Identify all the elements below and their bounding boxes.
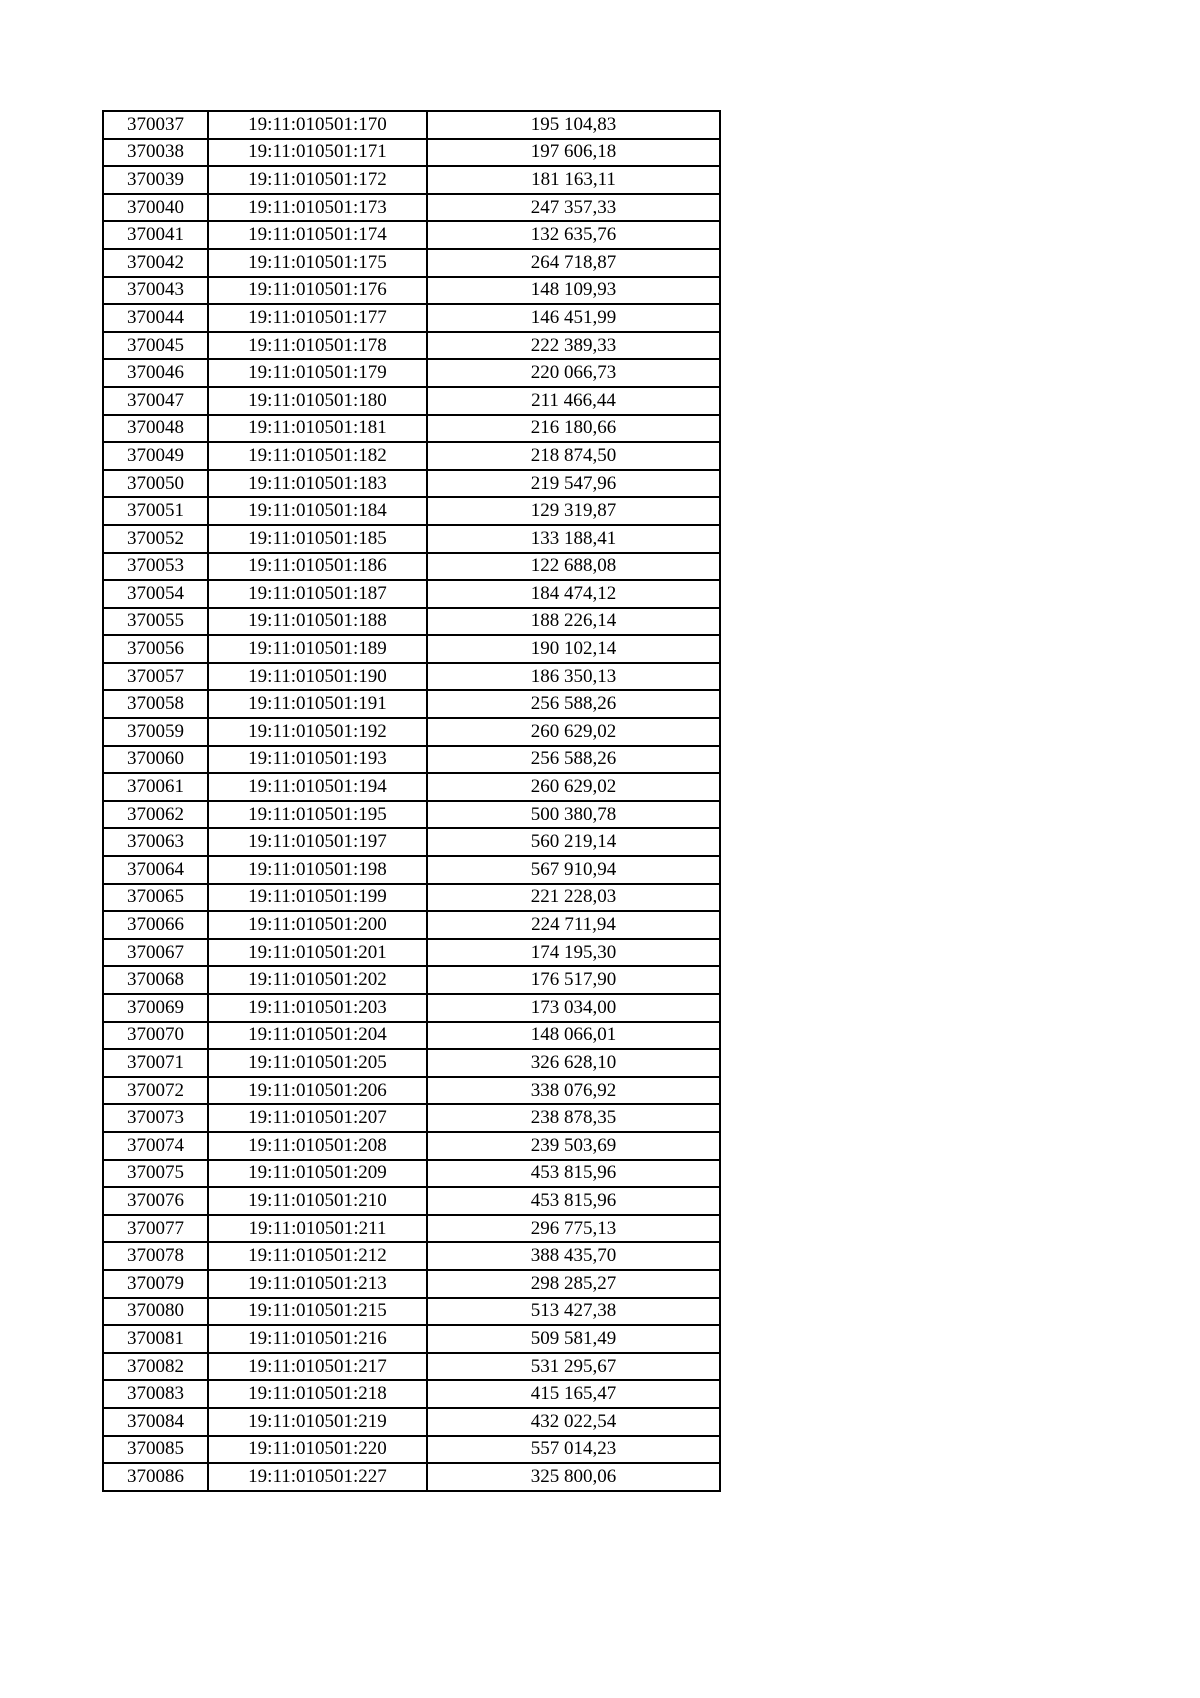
cadastral-number-cell: 19:11:010501:171 — [208, 139, 427, 167]
cadastral-number-cell: 19:11:010501:219 — [208, 1408, 427, 1436]
object-number-cell: 370075 — [103, 1160, 208, 1188]
object-number-cell: 370076 — [103, 1187, 208, 1215]
object-number-cell: 370051 — [103, 497, 208, 525]
object-number-cell: 370039 — [103, 166, 208, 194]
object-number-cell: 370052 — [103, 525, 208, 553]
cadastral-number-cell: 19:11:010501:211 — [208, 1215, 427, 1243]
object-number-cell: 370057 — [103, 663, 208, 691]
table-row — [103, 801, 720, 829]
cadastral-value-cell: 264 718,87 — [427, 249, 720, 277]
table-row — [103, 1132, 720, 1160]
object-number-cell: 370042 — [103, 249, 208, 277]
cadastral-value-cell: 186 350,13 — [427, 663, 720, 691]
cadastral-number-cell: 19:11:010501:227 — [208, 1463, 427, 1491]
table-row — [103, 249, 720, 277]
cadastral-number-cell: 19:11:010501:179 — [208, 359, 427, 387]
table-row — [103, 1242, 720, 1270]
cadastral-number-cell: 19:11:010501:189 — [208, 635, 427, 663]
object-number-cell: 370058 — [103, 690, 208, 718]
object-number-cell: 370084 — [103, 1408, 208, 1436]
object-number-cell: 370055 — [103, 608, 208, 636]
cadastral-value-cell: 148 109,93 — [427, 277, 720, 305]
cadastral-value-cell: 325 800,06 — [427, 1463, 720, 1491]
cadastral-value-cell: 247 357,33 — [427, 194, 720, 222]
table-row — [103, 139, 720, 167]
table-row — [103, 1270, 720, 1298]
cadastral-value-cell: 509 581,49 — [427, 1325, 720, 1353]
cadastral-value-cell: 256 588,26 — [427, 690, 720, 718]
table-row — [103, 1049, 720, 1077]
cadastral-value-cell: 221 228,03 — [427, 884, 720, 912]
table-row — [103, 1022, 720, 1050]
table-row — [103, 635, 720, 663]
table-row — [103, 1298, 720, 1326]
table-row — [103, 1104, 720, 1132]
table-row — [103, 1187, 720, 1215]
table-row — [103, 387, 720, 415]
table-row — [103, 470, 720, 498]
object-number-cell: 370038 — [103, 139, 208, 167]
cadastral-value-cell: 173 034,00 — [427, 994, 720, 1022]
cadastral-value-cell: 298 285,27 — [427, 1270, 720, 1298]
object-number-cell: 370078 — [103, 1242, 208, 1270]
object-number-cell: 370053 — [103, 553, 208, 581]
cadastral-value-cell: 260 629,02 — [427, 718, 720, 746]
cadastral-value-cell: 453 815,96 — [427, 1160, 720, 1188]
object-number-cell: 370064 — [103, 856, 208, 884]
table-row — [103, 1408, 720, 1436]
object-number-cell: 370045 — [103, 332, 208, 360]
cadastral-value-cell: 122 688,08 — [427, 553, 720, 581]
cadastral-value-cell: 238 878,35 — [427, 1104, 720, 1132]
cadastral-value-cell: 218 874,50 — [427, 442, 720, 470]
cadastral-value-cell: 239 503,69 — [427, 1132, 720, 1160]
object-number-cell: 370085 — [103, 1436, 208, 1464]
table-row — [103, 1380, 720, 1408]
object-number-cell: 370060 — [103, 746, 208, 774]
object-number-cell: 370040 — [103, 194, 208, 222]
object-number-cell: 370044 — [103, 304, 208, 332]
cadastral-number-cell: 19:11:010501:206 — [208, 1077, 427, 1105]
table-row — [103, 553, 720, 581]
cadastral-value-cell: 176 517,90 — [427, 966, 720, 994]
cadastral-number-cell: 19:11:010501:186 — [208, 553, 427, 581]
table-row — [103, 911, 720, 939]
cadastral-number-cell: 19:11:010501:193 — [208, 746, 427, 774]
object-number-cell: 370067 — [103, 939, 208, 967]
object-number-cell: 370061 — [103, 773, 208, 801]
object-number-cell: 370072 — [103, 1077, 208, 1105]
object-number-cell: 370063 — [103, 828, 208, 856]
cadastral-value-cell: 513 427,38 — [427, 1298, 720, 1326]
cadastral-number-cell: 19:11:010501:174 — [208, 221, 427, 249]
cadastral-value-cell: 567 910,94 — [427, 856, 720, 884]
cadastral-number-cell: 19:11:010501:178 — [208, 332, 427, 360]
cadastral-value-cell: 222 389,33 — [427, 332, 720, 360]
table-row — [103, 663, 720, 691]
object-number-cell: 370074 — [103, 1132, 208, 1160]
cadastral-value-cell: 557 014,23 — [427, 1436, 720, 1464]
object-number-cell: 370056 — [103, 635, 208, 663]
cadastral-number-cell: 19:11:010501:217 — [208, 1353, 427, 1381]
table-row — [103, 746, 720, 774]
cadastral-number-cell: 19:11:010501:181 — [208, 415, 427, 443]
cadastral-value-cell: 531 295,67 — [427, 1353, 720, 1381]
cadastral-number-cell: 19:11:010501:190 — [208, 663, 427, 691]
cadastral-value-cell: 129 319,87 — [427, 497, 720, 525]
table-row — [103, 194, 720, 222]
object-number-cell: 370049 — [103, 442, 208, 470]
table-row — [103, 332, 720, 360]
cadastral-value-table — [102, 110, 721, 1492]
table-row — [103, 939, 720, 967]
object-number-cell: 370086 — [103, 1463, 208, 1491]
object-number-cell: 370054 — [103, 580, 208, 608]
table-row — [103, 525, 720, 553]
cadastral-value-cell: 146 451,99 — [427, 304, 720, 332]
cadastral-number-cell: 19:11:010501:200 — [208, 911, 427, 939]
cadastral-value-cell: 415 165,47 — [427, 1380, 720, 1408]
cadastral-number-cell: 19:11:010501:202 — [208, 966, 427, 994]
cadastral-number-cell: 19:11:010501:172 — [208, 166, 427, 194]
cadastral-value-cell: 216 180,66 — [427, 415, 720, 443]
table-row — [103, 1215, 720, 1243]
cadastral-number-cell: 19:11:010501:207 — [208, 1104, 427, 1132]
cadastral-number-cell: 19:11:010501:170 — [208, 111, 427, 139]
cadastral-value-cell: 181 163,11 — [427, 166, 720, 194]
table-row — [103, 1463, 720, 1491]
cadastral-number-cell: 19:11:010501:184 — [208, 497, 427, 525]
table-row — [103, 608, 720, 636]
cadastral-value-cell: 174 195,30 — [427, 939, 720, 967]
cadastral-value-cell: 432 022,54 — [427, 1408, 720, 1436]
object-number-cell: 370082 — [103, 1353, 208, 1381]
cadastral-number-cell: 19:11:010501:218 — [208, 1380, 427, 1408]
table-row — [103, 966, 720, 994]
table-row — [103, 1160, 720, 1188]
table-row — [103, 166, 720, 194]
object-number-cell: 370062 — [103, 801, 208, 829]
object-number-cell: 370070 — [103, 1022, 208, 1050]
table-row — [103, 1077, 720, 1105]
cadastral-number-cell: 19:11:010501:215 — [208, 1298, 427, 1326]
table-row — [103, 111, 720, 139]
cadastral-number-cell: 19:11:010501:195 — [208, 801, 427, 829]
cadastral-number-cell: 19:11:010501:203 — [208, 994, 427, 1022]
cadastral-value-cell: 326 628,10 — [427, 1049, 720, 1077]
cadastral-value-cell: 220 066,73 — [427, 359, 720, 387]
cadastral-value-cell: 338 076,92 — [427, 1077, 720, 1105]
table-row — [103, 856, 720, 884]
table-row — [103, 277, 720, 305]
object-number-cell: 370071 — [103, 1049, 208, 1077]
cadastral-number-cell: 19:11:010501:187 — [208, 580, 427, 608]
object-number-cell: 370046 — [103, 359, 208, 387]
table-row — [103, 828, 720, 856]
cadastral-number-cell: 19:11:010501:213 — [208, 1270, 427, 1298]
table-row — [103, 359, 720, 387]
object-number-cell: 370041 — [103, 221, 208, 249]
object-number-cell: 370068 — [103, 966, 208, 994]
cadastral-number-cell: 19:11:010501:198 — [208, 856, 427, 884]
cadastral-number-cell: 19:11:010501:208 — [208, 1132, 427, 1160]
cadastral-number-cell: 19:11:010501:183 — [208, 470, 427, 498]
table-row — [103, 221, 720, 249]
object-number-cell: 370050 — [103, 470, 208, 498]
table-row — [103, 773, 720, 801]
cadastral-number-cell: 19:11:010501:209 — [208, 1160, 427, 1188]
table-row — [103, 497, 720, 525]
cadastral-value-cell: 388 435,70 — [427, 1242, 720, 1270]
table-row — [103, 994, 720, 1022]
cadastral-value-cell: 296 775,13 — [427, 1215, 720, 1243]
cadastral-number-cell: 19:11:010501:175 — [208, 249, 427, 277]
object-number-cell: 370079 — [103, 1270, 208, 1298]
object-number-cell: 370065 — [103, 884, 208, 912]
object-number-cell: 370037 — [103, 111, 208, 139]
cadastral-value-cell: 184 474,12 — [427, 580, 720, 608]
table-row — [103, 442, 720, 470]
cadastral-number-cell: 19:11:010501:176 — [208, 277, 427, 305]
cadastral-value-cell: 195 104,83 — [427, 111, 720, 139]
table-row — [103, 1353, 720, 1381]
object-number-cell: 370077 — [103, 1215, 208, 1243]
cadastral-value-cell: 260 629,02 — [427, 773, 720, 801]
table-row — [103, 304, 720, 332]
cadastral-value-cell: 224 711,94 — [427, 911, 720, 939]
cadastral-number-cell: 19:11:010501:212 — [208, 1242, 427, 1270]
object-number-cell: 370081 — [103, 1325, 208, 1353]
object-number-cell: 370059 — [103, 718, 208, 746]
cadastral-number-cell: 19:11:010501:199 — [208, 884, 427, 912]
cadastral-value-cell: 256 588,26 — [427, 746, 720, 774]
cadastral-number-cell: 19:11:010501:220 — [208, 1436, 427, 1464]
cadastral-number-cell: 19:11:010501:185 — [208, 525, 427, 553]
cadastral-number-cell: 19:11:010501:204 — [208, 1022, 427, 1050]
cadastral-number-cell: 19:11:010501:191 — [208, 690, 427, 718]
cadastral-number-cell: 19:11:010501:197 — [208, 828, 427, 856]
cadastral-number-cell: 19:11:010501:180 — [208, 387, 427, 415]
cadastral-value-cell: 500 380,78 — [427, 801, 720, 829]
table-row — [103, 718, 720, 746]
object-number-cell: 370048 — [103, 415, 208, 443]
cadastral-value-cell: 133 188,41 — [427, 525, 720, 553]
cadastral-number-cell: 19:11:010501:210 — [208, 1187, 427, 1215]
cadastral-value-cell: 148 066,01 — [427, 1022, 720, 1050]
cadastral-value-cell: 453 815,96 — [427, 1187, 720, 1215]
cadastral-number-cell: 19:11:010501:201 — [208, 939, 427, 967]
table-row — [103, 1436, 720, 1464]
cadastral-number-cell: 19:11:010501:216 — [208, 1325, 427, 1353]
object-number-cell: 370066 — [103, 911, 208, 939]
table-body — [103, 111, 720, 1491]
table-row — [103, 884, 720, 912]
cadastral-value-cell: 188 226,14 — [427, 608, 720, 636]
table-row — [103, 690, 720, 718]
object-number-cell: 370043 — [103, 277, 208, 305]
cadastral-value-cell: 197 606,18 — [427, 139, 720, 167]
cadastral-number-cell: 19:11:010501:173 — [208, 194, 427, 222]
object-number-cell: 370083 — [103, 1380, 208, 1408]
table-row — [103, 580, 720, 608]
cadastral-number-cell: 19:11:010501:188 — [208, 608, 427, 636]
cadastral-number-cell: 19:11:010501:205 — [208, 1049, 427, 1077]
cadastral-value-cell: 211 466,44 — [427, 387, 720, 415]
table-row — [103, 415, 720, 443]
cadastral-value-cell: 560 219,14 — [427, 828, 720, 856]
object-number-cell: 370080 — [103, 1298, 208, 1326]
cadastral-value-cell: 190 102,14 — [427, 635, 720, 663]
cadastral-number-cell: 19:11:010501:177 — [208, 304, 427, 332]
object-number-cell: 370073 — [103, 1104, 208, 1132]
cadastral-value-cell: 132 635,76 — [427, 221, 720, 249]
object-number-cell: 370047 — [103, 387, 208, 415]
cadastral-number-cell: 19:11:010501:194 — [208, 773, 427, 801]
cadastral-number-cell: 19:11:010501:192 — [208, 718, 427, 746]
object-number-cell: 370069 — [103, 994, 208, 1022]
cadastral-number-cell: 19:11:010501:182 — [208, 442, 427, 470]
cadastral-value-cell: 219 547,96 — [427, 470, 720, 498]
table-row — [103, 1325, 720, 1353]
